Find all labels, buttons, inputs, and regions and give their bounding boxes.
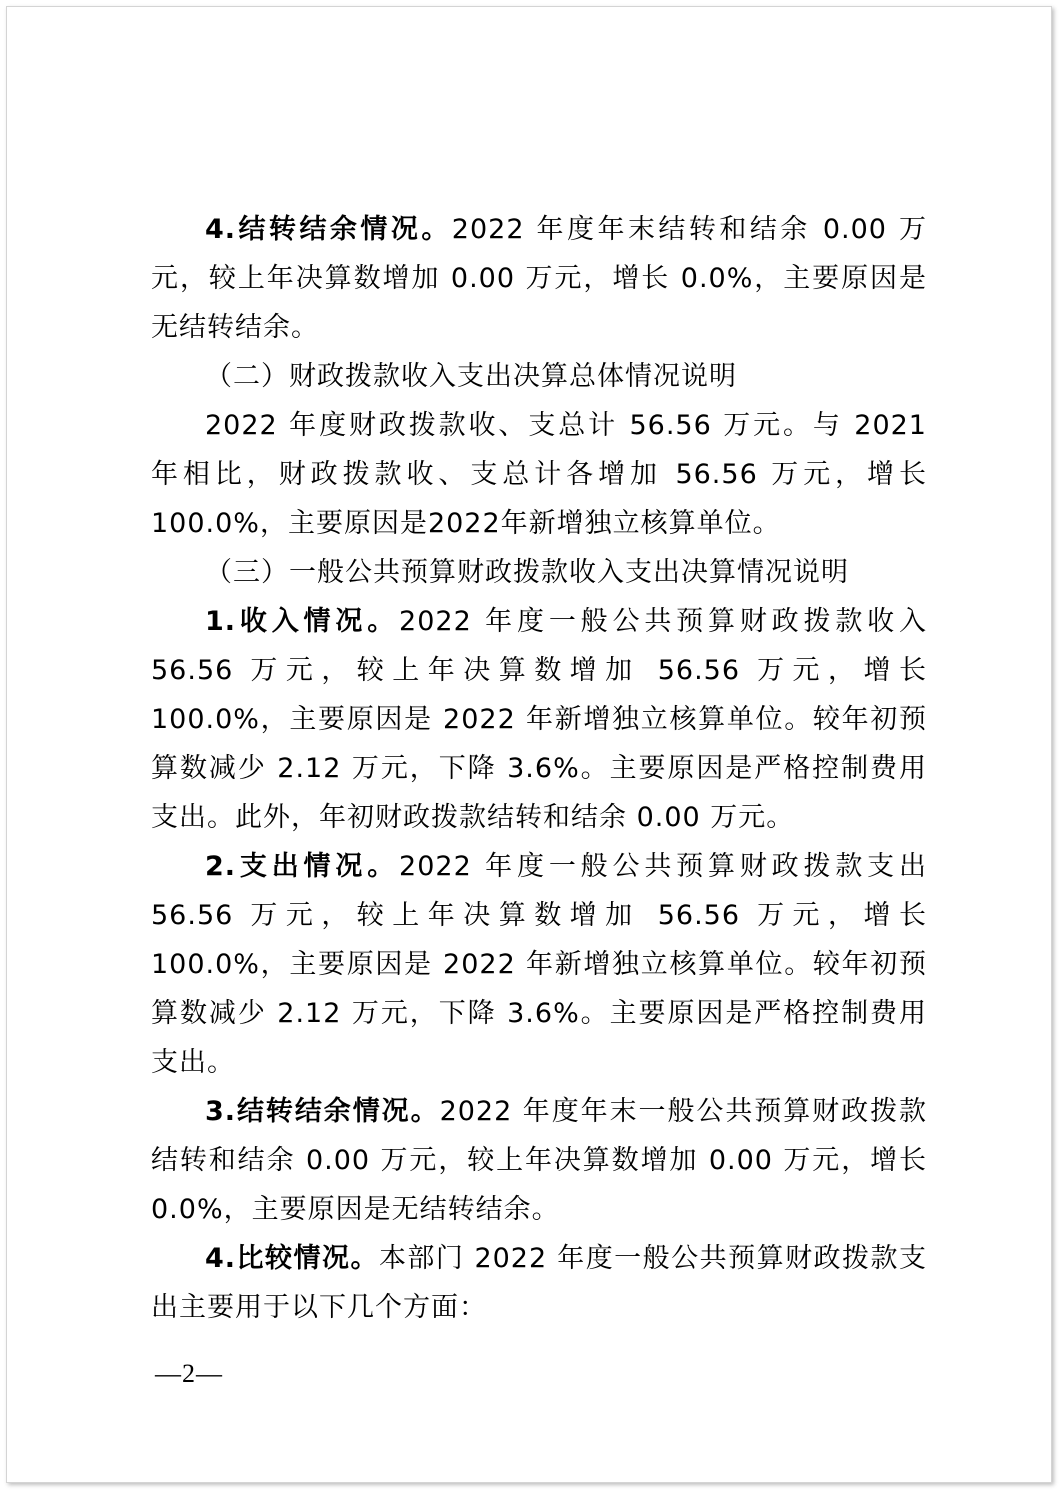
paragraph-text: 2022 年度年末结转和结余 0.00 万元，较上年决算数增加 0.00 万元，增长 0.0%，主要原因是无结转结余。: [151, 214, 927, 343]
paragraph-lead: 4.比较情况。: [205, 1243, 379, 1274]
paragraph-lead: 2.支出情况。: [205, 851, 400, 882]
paragraph-carryover-balance: [151, 205, 927, 352]
section-heading-text: （二）财政拨款收入支出决算总体情况说明: [205, 361, 737, 392]
section-heading-fiscal-overview: [151, 352, 927, 401]
paragraph-fiscal-total: [151, 401, 927, 548]
paragraph-text: 2022 年度一般公共预算财政拨款收入 56.56 万元，较上年决算数增加 56.56 万元，增长 100.0%，主要原因是 2022 年新增独立核算单位。较年初预算数减少 2.12 万元，下降 3.6%。主要原因是严格控制费用支出。此外，年初财政拨款结转和结余 0.00 万元。: [151, 606, 928, 833]
paragraph-expenditure: [151, 842, 927, 1087]
page-number: —2—: [155, 1359, 223, 1388]
paragraph-comparison: [151, 1234, 927, 1332]
paragraph-general-carryover: [151, 1087, 927, 1234]
paragraph-text: 2022 年度一般公共预算财政拨款支出 56.56 万元，较上年决算数增加 56.56 万元，增长 100.0%，主要原因是 2022 年新增独立核算单位。较年初预算数减少 2.12 万元，下降 3.6%。主要原因是严格控制费用支出。: [151, 851, 928, 1078]
paragraph-text: 本部门 2022 年度一般公共预算财政拨款支出主要用于以下几个方面：: [151, 1243, 927, 1323]
paragraph-text: 2022 年度年末一般公共预算财政拨款结转和结余 0.00 万元，较上年决算数增加 0.00 万元，增长 0.0%，主要原因是无结转结余。: [151, 1096, 928, 1225]
paragraph-lead: 3.结转结余情况。: [205, 1096, 440, 1127]
section-heading-general-budget: [151, 548, 927, 597]
section-heading-text: （三）一般公共预算财政拨款收入支出决算情况说明: [205, 557, 849, 588]
paragraph-income: [151, 597, 927, 842]
paragraph-lead: 1.收入情况。: [205, 606, 400, 637]
paragraph-text: 2022 年度财政拨款收、支总计 56.56 万元。与 2021 年相比，财政拨款收、支总计各增加 56.56 万元，增长 100.0%，主要原因是2022年新增独立核算单位。: [151, 410, 927, 539]
document-page: [6, 6, 1052, 1483]
document-body: [151, 205, 927, 1332]
paragraph-lead: 4.结转结余情况。: [205, 214, 452, 245]
